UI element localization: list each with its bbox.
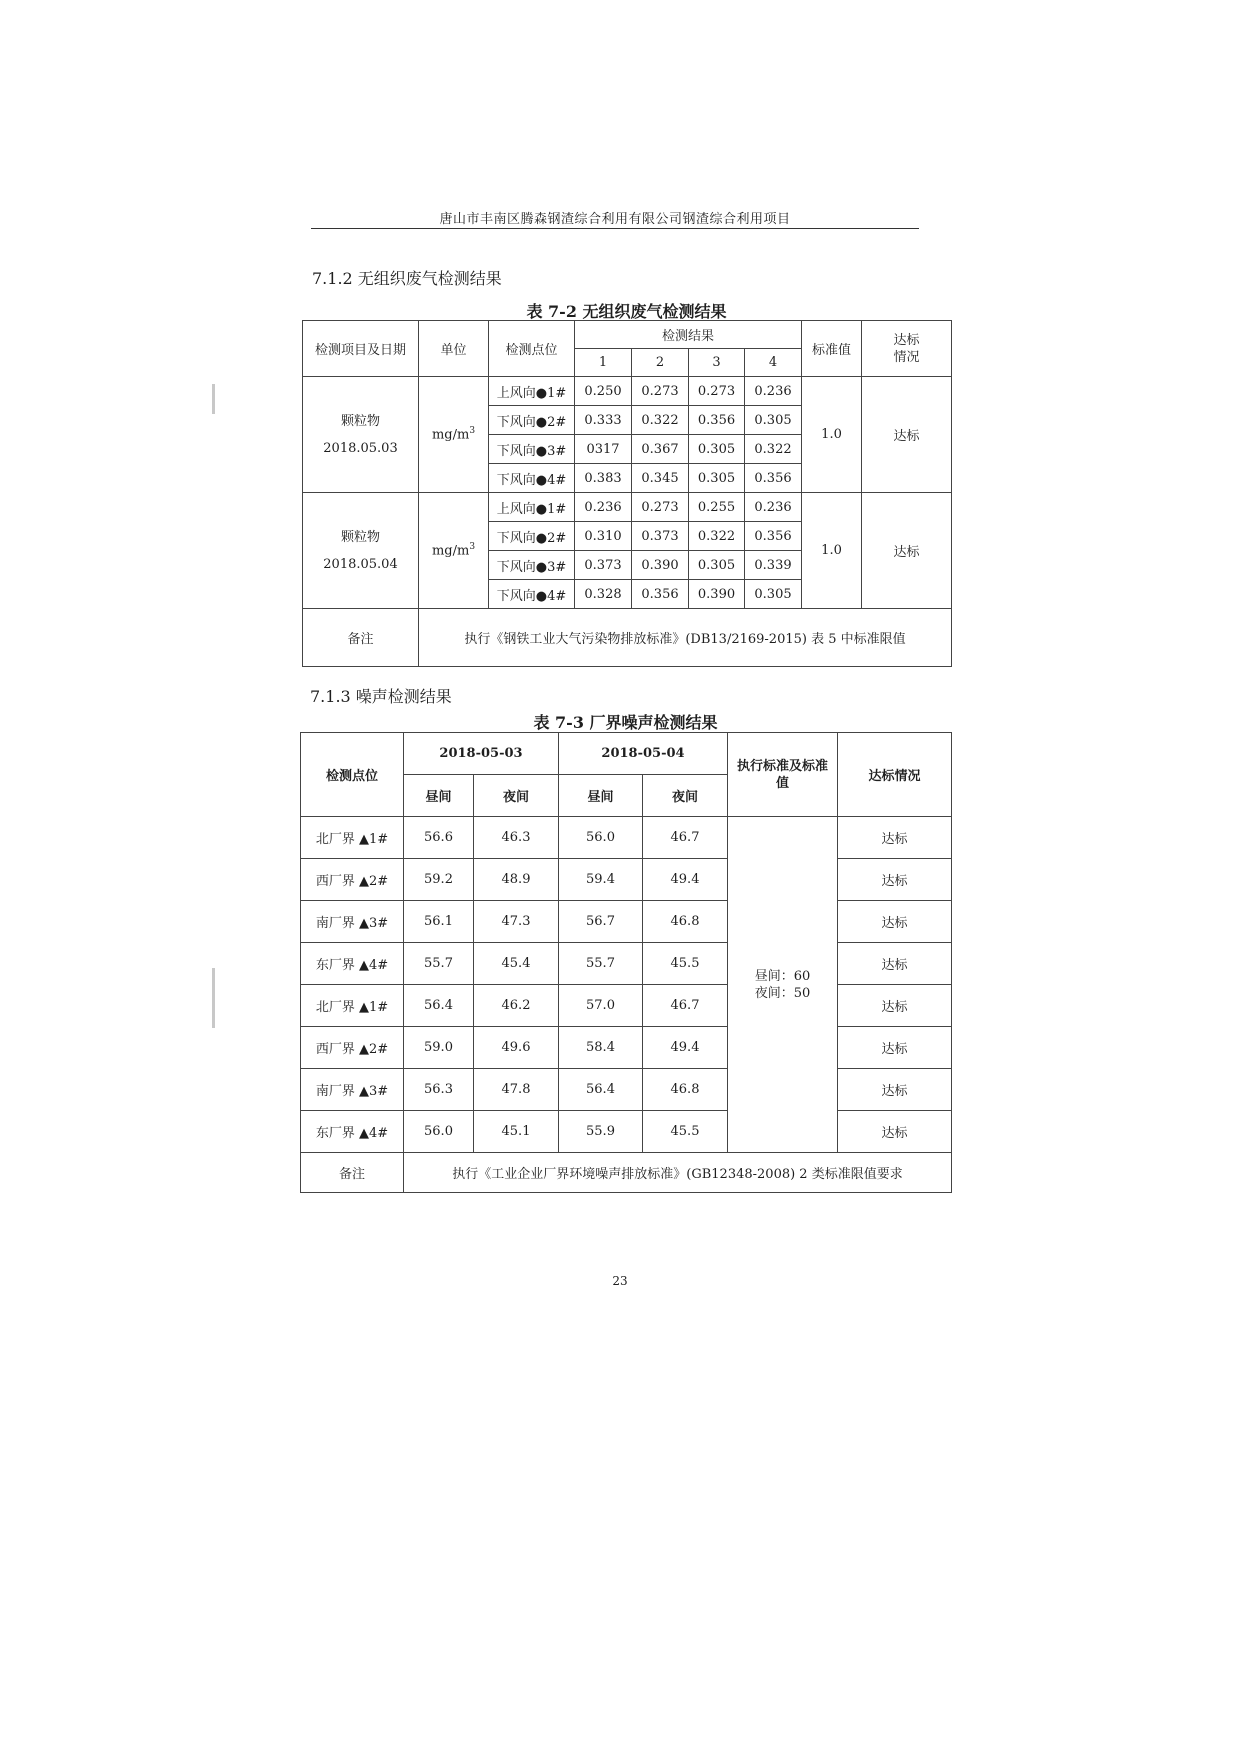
table-note-row: [301, 1153, 952, 1193]
value-cell: 0.345: [632, 464, 689, 493]
status-cell: 达标: [862, 493, 952, 609]
value-cell: 0.250: [575, 377, 632, 406]
item-name: 颗粒物: [340, 529, 380, 545]
value-cell: 0.273: [632, 377, 689, 406]
value-cell: 56.7: [559, 901, 643, 943]
header-date-1: 2018-05-03: [404, 733, 559, 775]
value-cell: 56.3: [404, 1069, 474, 1111]
point-cell: 下风向●2#: [489, 522, 575, 551]
value-cell: 56.0: [404, 1111, 474, 1153]
value-cell: 0.305: [689, 464, 745, 493]
table-row: [301, 943, 952, 985]
value-cell: 46.8: [643, 1069, 728, 1111]
value-cell: 46.3: [474, 817, 559, 859]
header-day: 昼间: [559, 775, 643, 817]
value-cell: 0.356: [632, 580, 689, 609]
item-date: 2018.05.04: [323, 556, 398, 572]
value-cell: 0.383: [575, 464, 632, 493]
header-day: 昼间: [404, 775, 474, 817]
point-cell: 南厂界 ▲3#: [301, 1069, 404, 1111]
value-cell: 49.6: [474, 1027, 559, 1069]
point-cell: 西厂界 ▲2#: [301, 1027, 404, 1069]
value-cell: 59.4: [559, 859, 643, 901]
value-cell: 59.2: [404, 859, 474, 901]
item-name: 颗粒物: [340, 413, 380, 429]
unit-base: mg/m: [431, 427, 470, 443]
value-cell: 55.7: [404, 943, 474, 985]
note-text: 执行《钢铁工业大气污染物排放标准》(DB13/2169-2015) 表 5 中标准限值: [419, 609, 952, 667]
unit-cell: [419, 377, 489, 493]
value-cell: 0.322: [632, 406, 689, 435]
table-row: [301, 901, 952, 943]
point-cell: 西厂界 ▲2#: [301, 859, 404, 901]
section-heading-713: 7.1.3 噪声检测结果: [310, 687, 452, 706]
point-cell: 上风向●1#: [489, 377, 575, 406]
table-72-caption: 表 7-2 无组织废气检测结果: [526, 302, 727, 321]
header-night: 夜间: [474, 775, 559, 817]
page-number: 23: [612, 1274, 628, 1288]
header-unit: 单位: [419, 321, 489, 377]
header-result-2: 2: [632, 349, 689, 377]
item-date-cell: [303, 493, 419, 609]
standard-cell: 1.0: [802, 493, 862, 609]
table-72: [302, 320, 952, 667]
status-cell: 达标: [862, 377, 952, 493]
value-cell: 0.356: [745, 464, 802, 493]
point-cell: 东厂界 ▲4#: [301, 943, 404, 985]
value-cell: 46.8: [643, 901, 728, 943]
unit-exponent: 3: [469, 542, 476, 553]
value-cell: 56.6: [404, 817, 474, 859]
scan-artifact-mark: [212, 968, 215, 1028]
value-cell: 0.310: [575, 522, 632, 551]
value-cell: 45.5: [643, 943, 728, 985]
value-cell: 49.4: [643, 859, 728, 901]
table-row: [301, 817, 952, 859]
point-cell: 南厂界 ▲3#: [301, 901, 404, 943]
value-cell: 0.356: [745, 522, 802, 551]
value-cell: 55.7: [559, 943, 643, 985]
note-label: 备注: [303, 609, 419, 667]
header-night: 夜间: [643, 775, 728, 817]
status-cell: 达标: [838, 1027, 952, 1069]
value-cell: 57.0: [559, 985, 643, 1027]
table-row: [301, 1069, 952, 1111]
status-cell: 达标: [838, 859, 952, 901]
value-cell: 46.7: [643, 817, 728, 859]
value-cell: 0317: [575, 435, 632, 464]
status-cell: 达标: [838, 901, 952, 943]
point-cell: 下风向●3#: [489, 435, 575, 464]
value-cell: 0.356: [689, 406, 745, 435]
header-result-1: 1: [575, 349, 632, 377]
value-cell: 0.236: [745, 377, 802, 406]
status-cell: 达标: [838, 943, 952, 985]
value-cell: 0.339: [745, 551, 802, 580]
table-row: [301, 985, 952, 1027]
section-heading-712: 7.1.2 无组织废气检测结果: [312, 269, 502, 288]
value-cell: 48.9: [474, 859, 559, 901]
status-cell: 达标: [838, 1111, 952, 1153]
point-cell: 东厂界 ▲4#: [301, 1111, 404, 1153]
point-cell: 上风向●1#: [489, 493, 575, 522]
note-label: 备注: [301, 1153, 404, 1193]
value-cell: 59.0: [404, 1027, 474, 1069]
table-row: [301, 1027, 952, 1069]
value-cell: 56.1: [404, 901, 474, 943]
value-cell: 45.5: [643, 1111, 728, 1153]
scan-artifact-mark: [212, 384, 215, 414]
value-cell: 0.328: [575, 580, 632, 609]
value-cell: 0.322: [689, 522, 745, 551]
value-cell: 0.305: [745, 406, 802, 435]
value-cell: 0.367: [632, 435, 689, 464]
document-header-title: 唐山市丰南区腾森钢渣综合利用有限公司钢渣综合利用项目: [439, 212, 791, 227]
value-cell: 55.9: [559, 1111, 643, 1153]
unit-cell: [419, 493, 489, 609]
header-result-3: 3: [689, 349, 745, 377]
value-cell: 0.305: [689, 435, 745, 464]
value-cell: 0.333: [575, 406, 632, 435]
header-result-4: 4: [745, 349, 802, 377]
status-cell: 达标: [838, 985, 952, 1027]
standard-cell: [728, 817, 838, 1153]
value-cell: 47.3: [474, 901, 559, 943]
value-cell: 45.4: [474, 943, 559, 985]
value-cell: 0.255: [689, 493, 745, 522]
header-point: 检测点位: [489, 321, 575, 377]
header-item-date: 检测项目及日期: [303, 321, 419, 377]
standard-night: 夜间：50: [754, 985, 811, 1001]
point-cell: 北厂界 ▲1#: [301, 985, 404, 1027]
value-cell: 0.273: [689, 377, 745, 406]
table-row: [301, 859, 952, 901]
value-cell: 0.305: [689, 551, 745, 580]
header-standard: 执行标准及标准值: [728, 733, 838, 817]
value-cell: 0.236: [745, 493, 802, 522]
table-row: [303, 377, 952, 406]
value-cell: 0.373: [575, 551, 632, 580]
unit-base: mg/m: [431, 543, 470, 559]
point-cell: 北厂界 ▲1#: [301, 817, 404, 859]
standard-day: 昼间：60: [754, 968, 811, 984]
value-cell: 46.2: [474, 985, 559, 1027]
value-cell: 0.236: [575, 493, 632, 522]
header-results: 检测结果: [575, 321, 802, 349]
item-date: 2018.05.03: [323, 440, 398, 456]
value-cell: 56.4: [404, 985, 474, 1027]
value-cell: 0.305: [745, 580, 802, 609]
note-text: 执行《工业企业厂界环境噪声排放标准》(GB12348-2008) 2 类标准限值要求: [404, 1153, 952, 1193]
header-compliance: 达标情况: [838, 733, 952, 817]
value-cell: 45.1: [474, 1111, 559, 1153]
header-divider: [311, 228, 919, 229]
value-cell: 0.322: [745, 435, 802, 464]
point-cell: 下风向●2#: [489, 406, 575, 435]
header-date-2: 2018-05-04: [559, 733, 728, 775]
header-standard: 标准值: [802, 321, 862, 377]
value-cell: 47.8: [474, 1069, 559, 1111]
point-cell: 下风向●4#: [489, 580, 575, 609]
value-cell: 0.273: [632, 493, 689, 522]
status-cell: 达标: [838, 1069, 952, 1111]
table-73: [300, 732, 952, 1193]
point-cell: 下风向●4#: [489, 464, 575, 493]
point-cell: 下风向●3#: [489, 551, 575, 580]
header-compliance: 达标情况: [862, 321, 952, 377]
value-cell: 0.390: [689, 580, 745, 609]
status-cell: 达标: [838, 817, 952, 859]
value-cell: 56.4: [559, 1069, 643, 1111]
header-point: 检测点位: [301, 733, 404, 817]
value-cell: 0.390: [632, 551, 689, 580]
table-note-row: [303, 609, 952, 667]
item-date-cell: [303, 377, 419, 493]
value-cell: 46.7: [643, 985, 728, 1027]
value-cell: 49.4: [643, 1027, 728, 1069]
value-cell: 56.0: [559, 817, 643, 859]
table-row: [303, 493, 952, 522]
value-cell: 0.373: [632, 522, 689, 551]
standard-cell: 1.0: [802, 377, 862, 493]
table-73-caption: 表 7-3 厂界噪声检测结果: [533, 713, 718, 732]
unit-exponent: 3: [469, 426, 476, 437]
table-row: [301, 1111, 952, 1153]
value-cell: 58.4: [559, 1027, 643, 1069]
